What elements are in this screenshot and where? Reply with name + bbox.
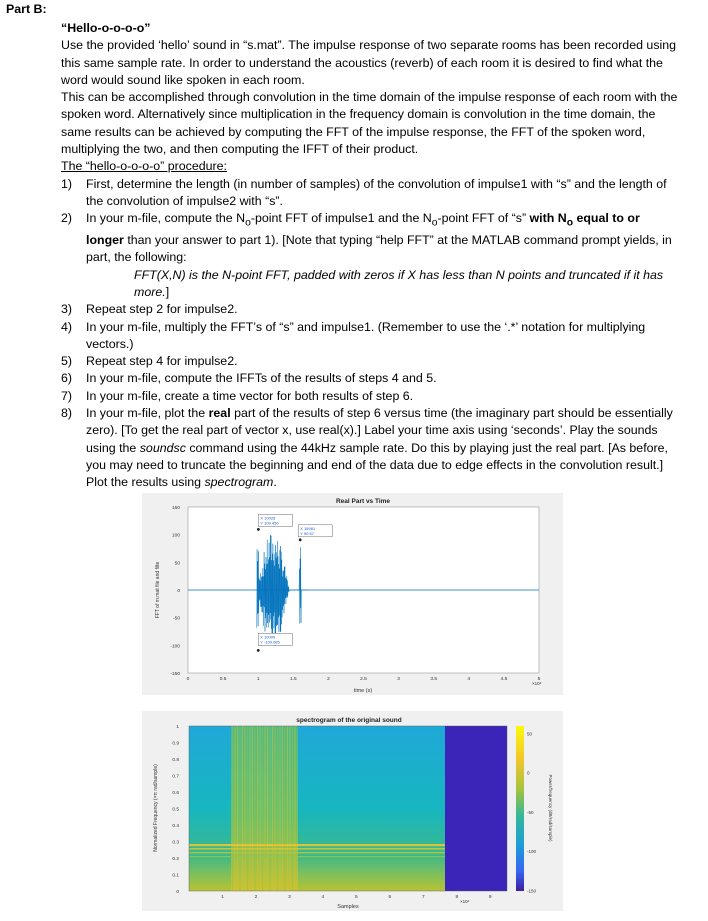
step-text: In your m-file, create a time vector for both results of step 6. (86, 388, 414, 403)
x-tick-label: 1 (221, 895, 224, 900)
x-tick-label: 2 (327, 677, 330, 682)
real-part-figure (142, 493, 563, 695)
spectro-stripe (247, 726, 248, 891)
spectro-stripe (232, 726, 233, 891)
step-number: 2) (61, 211, 73, 226)
spectro-stripe (280, 726, 281, 891)
spectro-band (189, 852, 445, 853)
y-tick-label: 0.5 (172, 807, 179, 813)
x-tick-label: 5 (537, 677, 541, 682)
step-text: . (273, 475, 277, 490)
spectro-stripe (282, 726, 283, 891)
y-tick-label: 0.1 (172, 873, 179, 879)
step-1 (61, 176, 681, 211)
colorbar (516, 726, 524, 891)
x-tick-label: 9 (488, 895, 492, 900)
y-tick-label: 0 (177, 589, 180, 594)
spectro-stripe (277, 726, 278, 891)
colorbar-tick-label: 0 (527, 770, 530, 776)
step-number: 8) (61, 406, 73, 420)
step-7 (61, 388, 681, 405)
y-axis-label: FFT of m.mat file and filte (155, 561, 161, 619)
intro-paragraph-1: Use the provided ‘hello’ sound in “s.mat”. The impulse response of two separate rooms has been recorded using this same sample rate. In order to understand the acoustics (reverb) of each room it is desired to find what the word would sound like spoken in each room. (61, 38, 677, 87)
spectro-stripe (262, 726, 263, 891)
spectro-stripe (292, 726, 293, 891)
step-number: 7) (61, 388, 73, 403)
step-number: 3) (61, 302, 73, 317)
datatip-marker (257, 528, 260, 531)
datatip-x: X 10009 (260, 634, 276, 640)
step-3 (61, 301, 681, 318)
y-tick-label: 0.4 (172, 824, 179, 829)
heading: “Hello-o-o-o-o” (61, 21, 151, 35)
y-tick-label: 0.6 (172, 791, 179, 796)
spectro-stripe (245, 726, 246, 891)
datatip-y: Y 109.456 (260, 520, 279, 526)
y-tick-label: 0.2 (172, 857, 179, 862)
step-number: 5) (61, 354, 73, 369)
x-tick-label: 3.5 (430, 677, 438, 682)
procedure-list (61, 176, 681, 492)
step-text: In your m-file, compute the N (86, 211, 246, 226)
spectro-stripe (290, 726, 291, 891)
spectrogram-end-region (445, 726, 507, 891)
step-8 (61, 405, 681, 491)
step-text: In your m-file, plot the (86, 406, 209, 420)
datatip-x: X 15981 (300, 525, 316, 531)
spectro-stripe (285, 726, 286, 891)
step-text: First, determine the length (in number of samples) of the convolution of impulse1 with “s” and the length of the convolution of impulse2 with “s”. (86, 176, 667, 208)
colorbar-tick-label: -100 (527, 849, 537, 855)
step-text: -point FFT of “s” (437, 211, 530, 226)
step-italic-text: soundsc (139, 440, 186, 455)
spectro-stripe (265, 726, 266, 891)
y-axis-label: Normalized Frequency (×π rad/sample) (153, 764, 159, 852)
step-text: In your m-file, multiply the FFT’s of “s” and impulse1. (Remember to use the ‘.*’ notation for multiplying vectors.) (86, 319, 646, 351)
spectro-band (189, 848, 445, 850)
datatip-y: Y -109.085 (260, 639, 280, 645)
step-text: -point FFT of impulse1 and the N (250, 211, 432, 226)
x-tick-label: 8 (455, 895, 459, 900)
spectro-stripe (270, 726, 271, 891)
x-exponent: ×10⁴ (532, 681, 542, 686)
datatip-marker (257, 649, 260, 652)
x-tick-label: 0 (186, 677, 190, 682)
spectro-stripe (257, 726, 258, 891)
spectro-stripe (252, 726, 253, 891)
step-text: part of the results of step 6 versus time (the imaginary part should be essentially zero). [To get the real part of vector x, use real(x).] Label your time axis using ‘seconds’. Play the sounds using the (86, 406, 673, 455)
datatip-y: Y 90.67 (300, 530, 314, 536)
chart-title: Real Part vs Time (335, 498, 391, 505)
x-tick-label: 2.5 (360, 677, 367, 682)
y-tick-label: 0.3 (172, 840, 179, 846)
x-tick-label: 2 (254, 895, 258, 900)
spectro-stripe (287, 726, 288, 891)
x-tick-label: 1 (256, 677, 260, 682)
x-tick-label: 6 (388, 895, 392, 900)
step-bold-text: real (208, 406, 231, 420)
chart-title: spectrogram of the original sound (296, 717, 402, 724)
spectro-stripe (275, 726, 276, 891)
x-ticks (187, 676, 541, 682)
x-ticks (221, 894, 492, 900)
spectro-stripe (240, 726, 241, 891)
y-ticks (172, 724, 179, 895)
subscript: o (245, 217, 251, 229)
step-italic-text: spectrogram (204, 475, 274, 490)
intro-paragraph-2: This can be accomplished through convolution in the time domain of the impulse response of each room with the spoken word. Alternatively since multiplication in the frequency domain is convolution in the time domain, the same results can be achieved by computing the FFT of the impulse response, the FFT of the spoken word, multiplying the two, and then computing the IFFT of their product. (61, 90, 678, 157)
assignment-text (61, 20, 681, 491)
spectro-stripe (255, 726, 256, 891)
step-6 (61, 370, 681, 387)
colorbar-tick-label: -150 (527, 888, 537, 894)
spectro-band (189, 856, 445, 857)
spectrogram-chart (142, 711, 563, 911)
spectro-stripe (242, 726, 243, 891)
y-tick-label: 50 (174, 561, 180, 567)
spectro-stripe (250, 726, 251, 891)
step-2 (61, 210, 681, 301)
spectrogram-figure (142, 711, 563, 911)
step-text: In your m-file, compute the IFFTs of the results of steps 4 and 5. (86, 371, 437, 386)
x-exponent: ×10⁴ (460, 899, 470, 904)
y-tick-label: 0.9 (172, 741, 179, 747)
datatip-x: X 10028 (260, 515, 276, 521)
step-5 (61, 353, 681, 370)
step-text: than your answer to part 1). [Note that typing “help FFT” at the MATLAB command prompt yields, in part, the following: (86, 233, 672, 265)
x-tick-label: 4 (321, 895, 325, 900)
step-number: 1) (61, 176, 73, 191)
spectro-stripe (267, 726, 268, 891)
y-tick-label: 0.7 (172, 774, 179, 780)
y-tick-label: -150 (170, 672, 180, 677)
spectro-stripe (235, 726, 236, 891)
x-tick-label: 4 (467, 677, 471, 682)
x-tick-label: 0.5 (219, 677, 227, 682)
x-tick-label: 1.5 (289, 677, 297, 682)
part-label: Part B: (6, 2, 47, 16)
step-bold-text: with N (529, 211, 567, 226)
spectro-stripe (272, 726, 273, 891)
y-ticks (170, 505, 180, 677)
y-tick-label: 0 (176, 890, 179, 895)
subscript: o (431, 217, 438, 229)
y-tick-label: 1 (176, 725, 179, 730)
step-number: 6) (61, 371, 73, 386)
help-note-end: ] (165, 284, 170, 299)
step-text: Repeat step 2 for impulse2. (86, 302, 238, 317)
help-note-text: FFT(X,N) is the N-point FFT, padded with zeros if X has less than N points and truncated if it has more. (134, 267, 664, 299)
datatip-marker (299, 538, 302, 541)
y-tick-label: 100 (171, 533, 180, 539)
step-text: command using the 44kHz sample rate. Do this by playing just the real part. [As before, you may need to truncate the beginning and end of the data due to edge effects in the convolution result.] Plot the results using (86, 440, 668, 490)
spectro-stripe (295, 726, 296, 891)
y-tick-label: -50 (173, 616, 180, 622)
real-part-chart (142, 493, 563, 695)
colorbar-tick-label: -50 (527, 809, 534, 815)
colorbar-label: Power/frequency (dB/rad/sample) (548, 774, 553, 842)
x-axis-label: time (s) (353, 688, 373, 694)
x-tick-label: 4.5 (500, 677, 508, 682)
x-tick-label: 3 (288, 895, 291, 900)
colorbar-tick-label: 50 (527, 731, 533, 737)
spectro-band (189, 844, 445, 846)
spectro-stripe (237, 726, 238, 891)
step-text: Repeat step 4 for impulse2. (86, 354, 238, 369)
help-note (86, 267, 681, 302)
step-number: 4) (61, 319, 73, 334)
subscript: o (566, 217, 573, 229)
step-4 (61, 319, 681, 354)
procedure-title: The “hello-o-o-o-o” procedure: (61, 159, 227, 174)
spectro-stripe (260, 726, 261, 891)
x-tick-label: 7 (421, 895, 425, 900)
y-tick-label: 0.8 (172, 758, 179, 763)
x-tick-label: 5 (355, 895, 358, 900)
x-tick-label: 3 (397, 677, 400, 682)
step-bold-text: equal to or longer (86, 211, 640, 248)
y-tick-label: 150 (171, 506, 180, 511)
x-axis-label: Samples (337, 904, 359, 910)
y-tick-label: -100 (170, 644, 180, 650)
colorbar-ticks (527, 731, 537, 893)
